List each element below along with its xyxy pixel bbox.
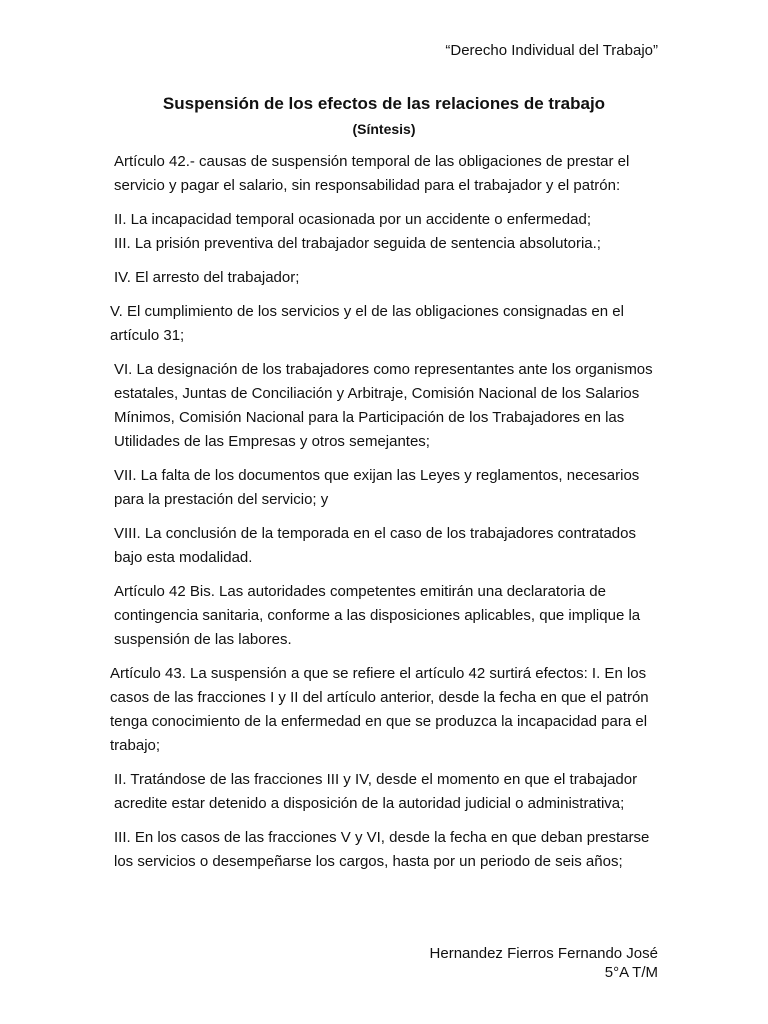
author-group: 5°A T/M [604, 964, 658, 981]
paragraph-fraction-ii: II. La incapacidad temporal ocasionada por un accidente o enfermedad; [114, 211, 591, 228]
author-name: Hernandez Fierros Fernando José [429, 945, 658, 962]
paragraph-article-43-ii: II. Tratándose de las fracciones III y IV, desde el momento en que el trabajador acredite estar detenido a disposición de la autoridad judicial o administrativa; [114, 771, 638, 812]
document-subtitle: (Síntesis) [352, 121, 416, 137]
running-header: “Derecho Individual del Trabajo” [445, 42, 658, 59]
paragraph-article-43: Artículo 43. La suspensión a que se refiere el artículo 42 surtirá efectos: I. En los casos de las fracciones I y II del artículo anterior, desde la fecha en que el patrón tenga conocimiento de la enfermedad en que se produzca la incapacidad para el trabajo; [110, 665, 649, 754]
paragraph-fraction-vi: VI. La designación de los trabajadores como representantes ante los organismos estatales, Juntas de Conciliación y Arbitraje, Comisión Nacional de los Salarios Mínimos, Comisión Nacional para la Participación de los Trabajadores en las Utilidades de las Empresas y otros semejantes; [114, 361, 653, 450]
paragraph-fraction-v: V. El cumplimiento de los servicios y el de las obligaciones consignadas en el artículo 31; [110, 303, 624, 344]
author-signature-block [430, 944, 658, 982]
paragraph-fraction-iv: IV. El arresto del trabajador; [114, 269, 300, 286]
paragraph-fraction-viii: VIII. La conclusión de la temporada en el caso de los trabajadores contratados bajo esta modalidad. [114, 525, 636, 566]
paragraph-article-42: Artículo 42.- causas de suspensión temporal de las obligaciones de prestar el servicio y pagar el salario, sin responsabilidad para el trabajador y el patrón: [114, 153, 630, 194]
document-title: Suspensión de los efectos de las relaciones de trabajo [162, 94, 606, 113]
paragraph-fraction-iii: III. La prisión preventiva del trabajador seguida de sentencia absolutoria.; [114, 235, 601, 252]
paragraph-article-43-iii: III. En los casos de las fracciones V y VI, desde la fecha en que deban prestarse los servicios o desempeñarse los cargos, hasta por un periodo de seis años; [114, 829, 650, 870]
document-body [110, 150, 660, 884]
paragraph-fraction-vii: VII. La falta de los documentos que exijan las Leyes y reglamentos, necesarios para la prestación del servicio; y [114, 467, 640, 508]
paragraph-article-42-bis: Artículo 42 Bis. Las autoridades competentes emitirán una declaratoria de contingencia sanitaria, conforme a las disposiciones aplicables, que implique la suspensión de las labores. [114, 583, 641, 648]
